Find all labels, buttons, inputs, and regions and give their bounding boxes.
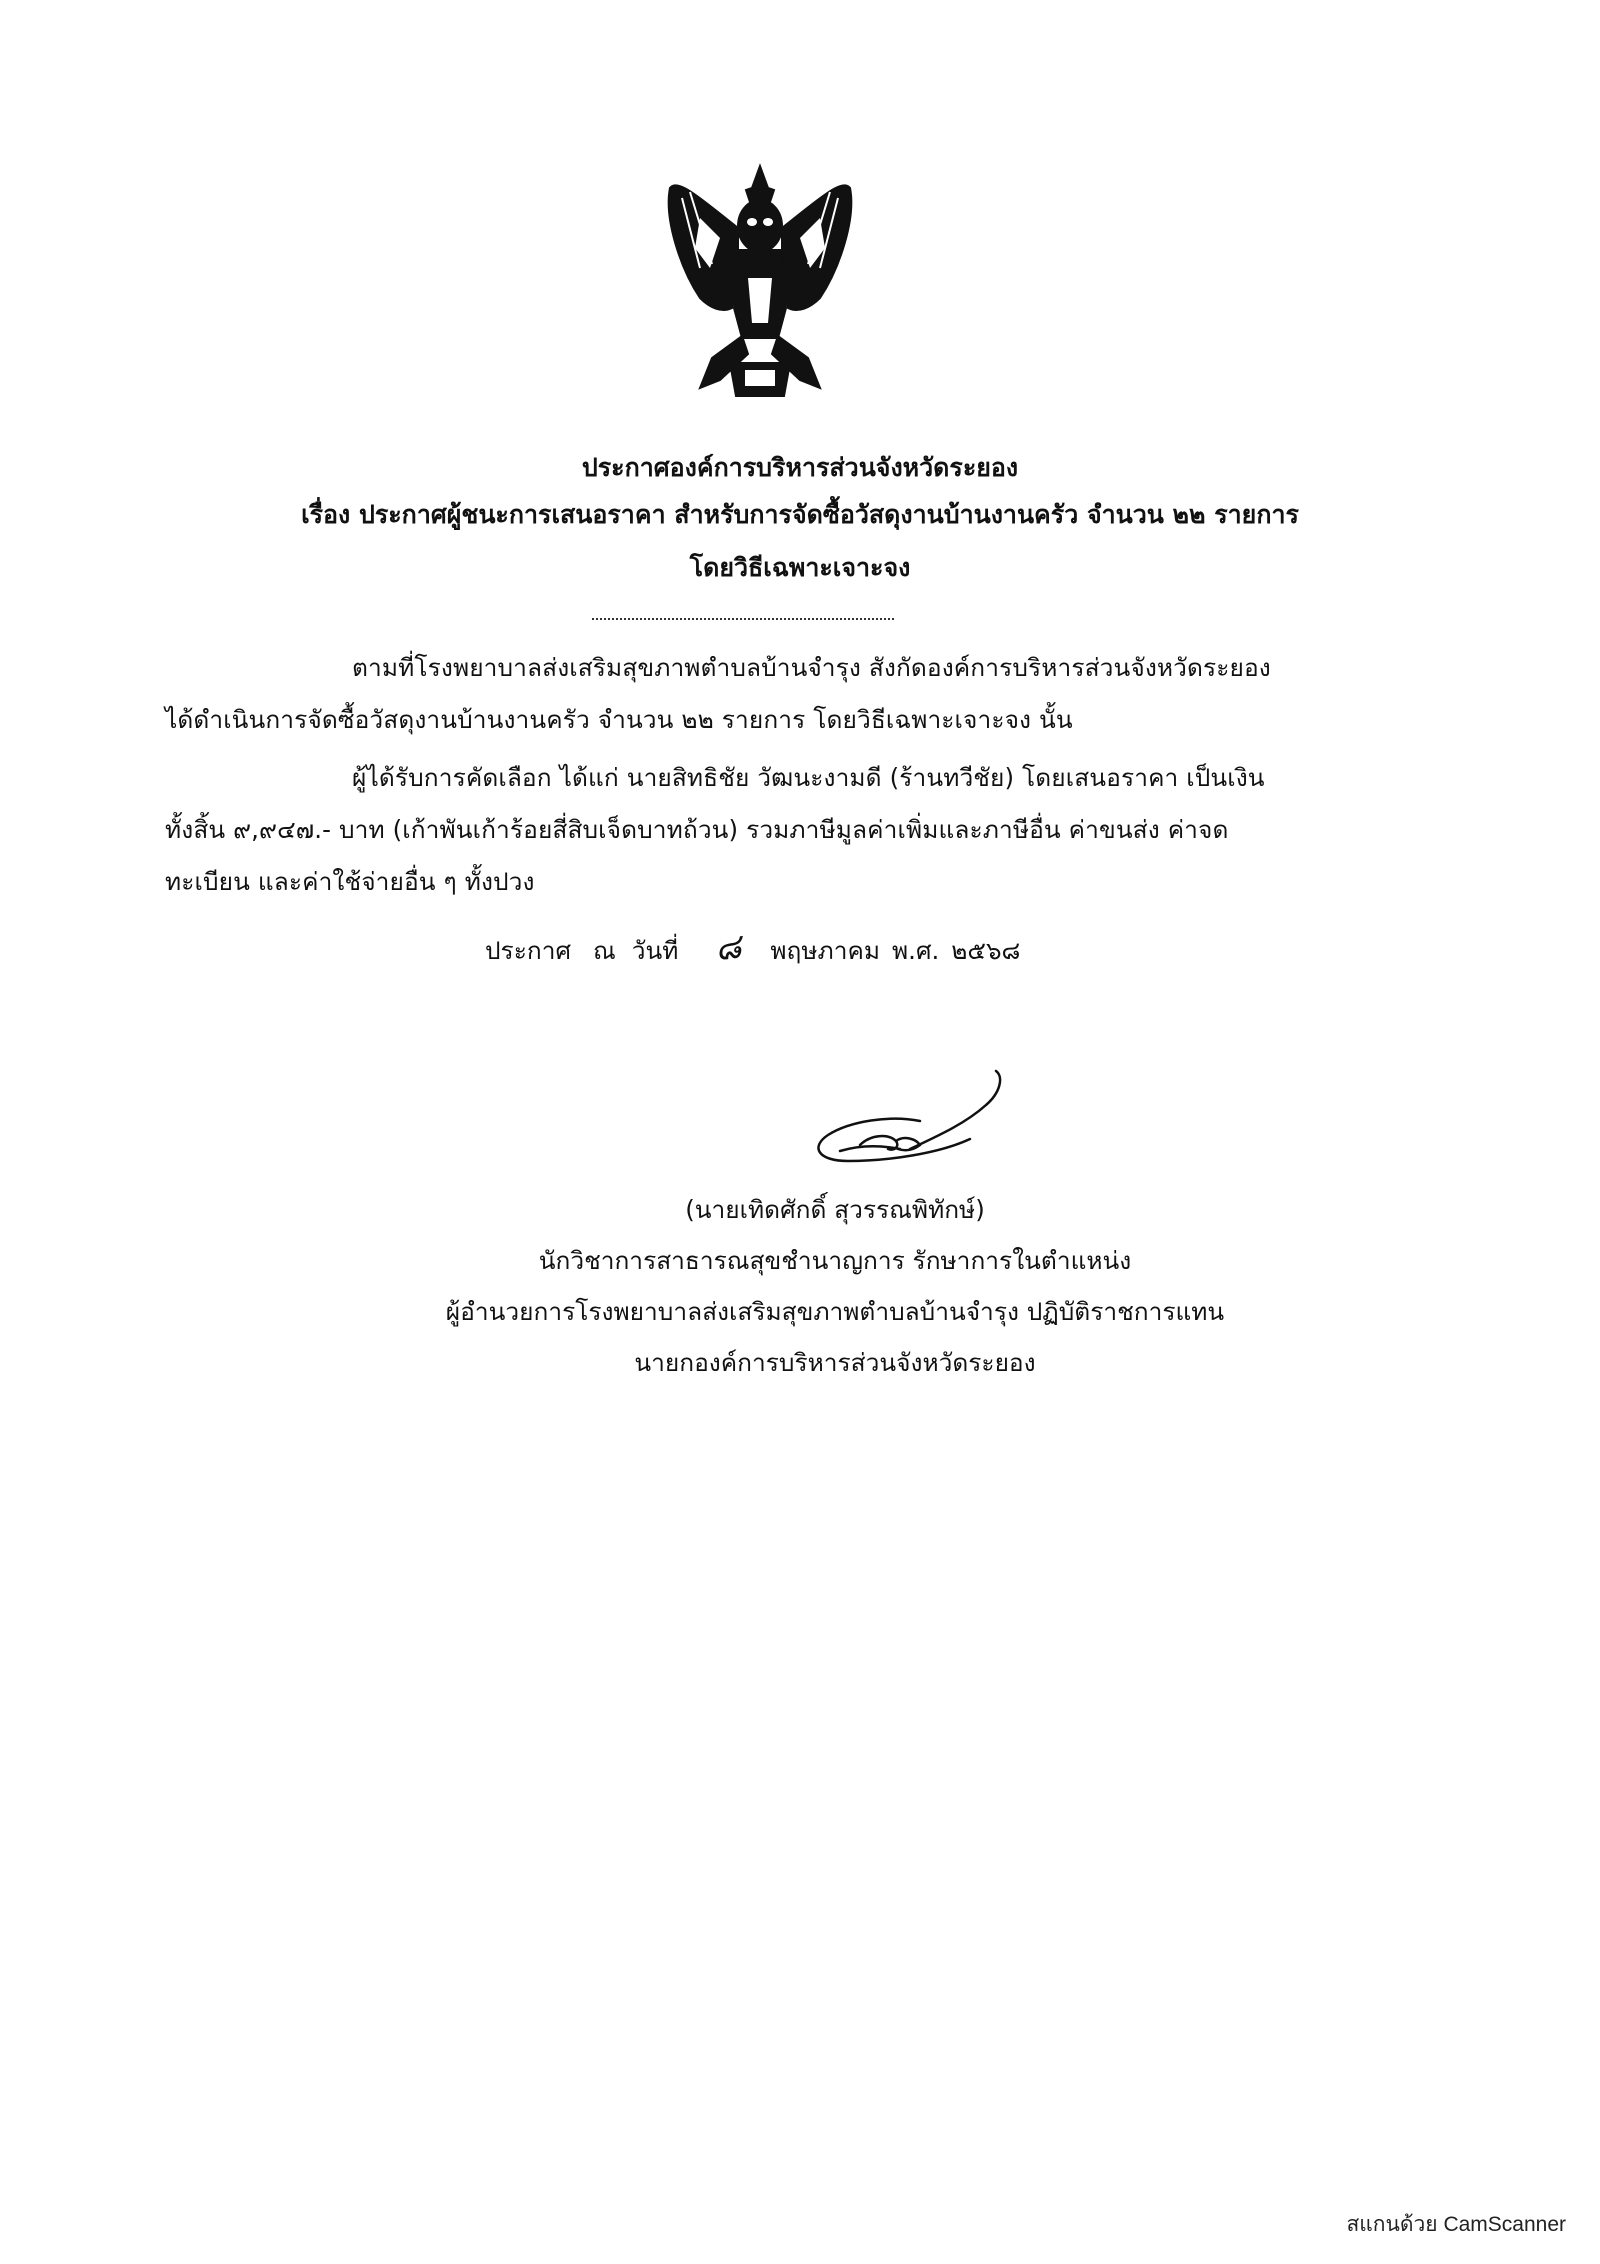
signatory-position-2: ผู้อำนวยการโรงพยาบาลส่งเสริมสุขภาพตำบลบ้านจำรุง ปฏิบัติราชการแทน	[445, 1297, 1225, 1326]
signatory-position-1: นักวิชาการสาธารณสุขชำนาญการ รักษาการในตำแหน่ง	[538, 1246, 1132, 1275]
announcement-title: ประกาศองค์การบริหารส่วนจังหวัดระยอง	[581, 453, 1019, 482]
paragraph-1-line-2: ได้ดำเนินการจัดซื้อวัสดุงานบ้านงานครัว จำนวน ๒๒ รายการ โดยวิธีเฉพาะเจาะจง นั้น	[165, 705, 1073, 734]
garuda-emblem-icon	[660, 158, 860, 413]
procurement-method: โดยวิธีเฉพาะเจาะจง	[689, 553, 911, 582]
date-month: พฤษภาคม	[770, 936, 880, 965]
signatory-name: (นายเทิดศักดิ์ สุวรรณพิทักษ์)	[685, 1195, 985, 1224]
scanner-watermark: สแกนด้วย CamScanner	[1346, 2213, 1566, 2236]
paragraph-2-line-2: ทั้งสิ้น ๙,๙๔๗.- บาท (เก้าพันเก้าร้อยสี่สิบเจ็ดบาทถ้วน) รวมภาษีมูลค่าเพิ่มและภาษีอื่น ค่าขนส่ง ค่าจด	[165, 815, 1229, 844]
date-era: พ.ศ.	[892, 936, 940, 965]
date-day-handwritten: ๘	[712, 926, 745, 970]
date-at: ณ	[593, 936, 616, 965]
signatory-position-3: นายกองค์การบริหารส่วนจังหวัดระยอง	[634, 1348, 1036, 1377]
date-year: ๒๕๖๘	[951, 936, 1021, 965]
handwritten-signature	[800, 1065, 1020, 1175]
paragraph-2-line-3: ทะเบียน และค่าใช้จ่ายอื่น ๆ ทั้งปวง	[165, 867, 535, 896]
paragraph-1-line-1: ตามที่โรงพยาบาลส่งเสริมสุขภาพตำบลบ้านจำรุง สังกัดองค์การบริหารส่วนจังหวัดระยอง	[352, 653, 1271, 682]
paragraph-2-line-1: ผู้ได้รับการคัดเลือก ได้แก่ นายสิทธิชัย วัฒนะงามดี (ร้านทวีชัย) โดยเสนอราคา เป็นเงิน	[352, 763, 1265, 792]
date-day-label: วันที่	[631, 936, 679, 965]
announcement-date	[485, 920, 1020, 974]
date-prefix: ประกาศ	[485, 936, 572, 965]
announcement-subject: เรื่อง ประกาศผู้ชนะการเสนอราคา สำหรับการจัดซื้อวัสดุงานบ้านงานครัว จำนวน ๒๒ รายการ	[301, 500, 1299, 529]
dotted-divider	[592, 618, 894, 620]
